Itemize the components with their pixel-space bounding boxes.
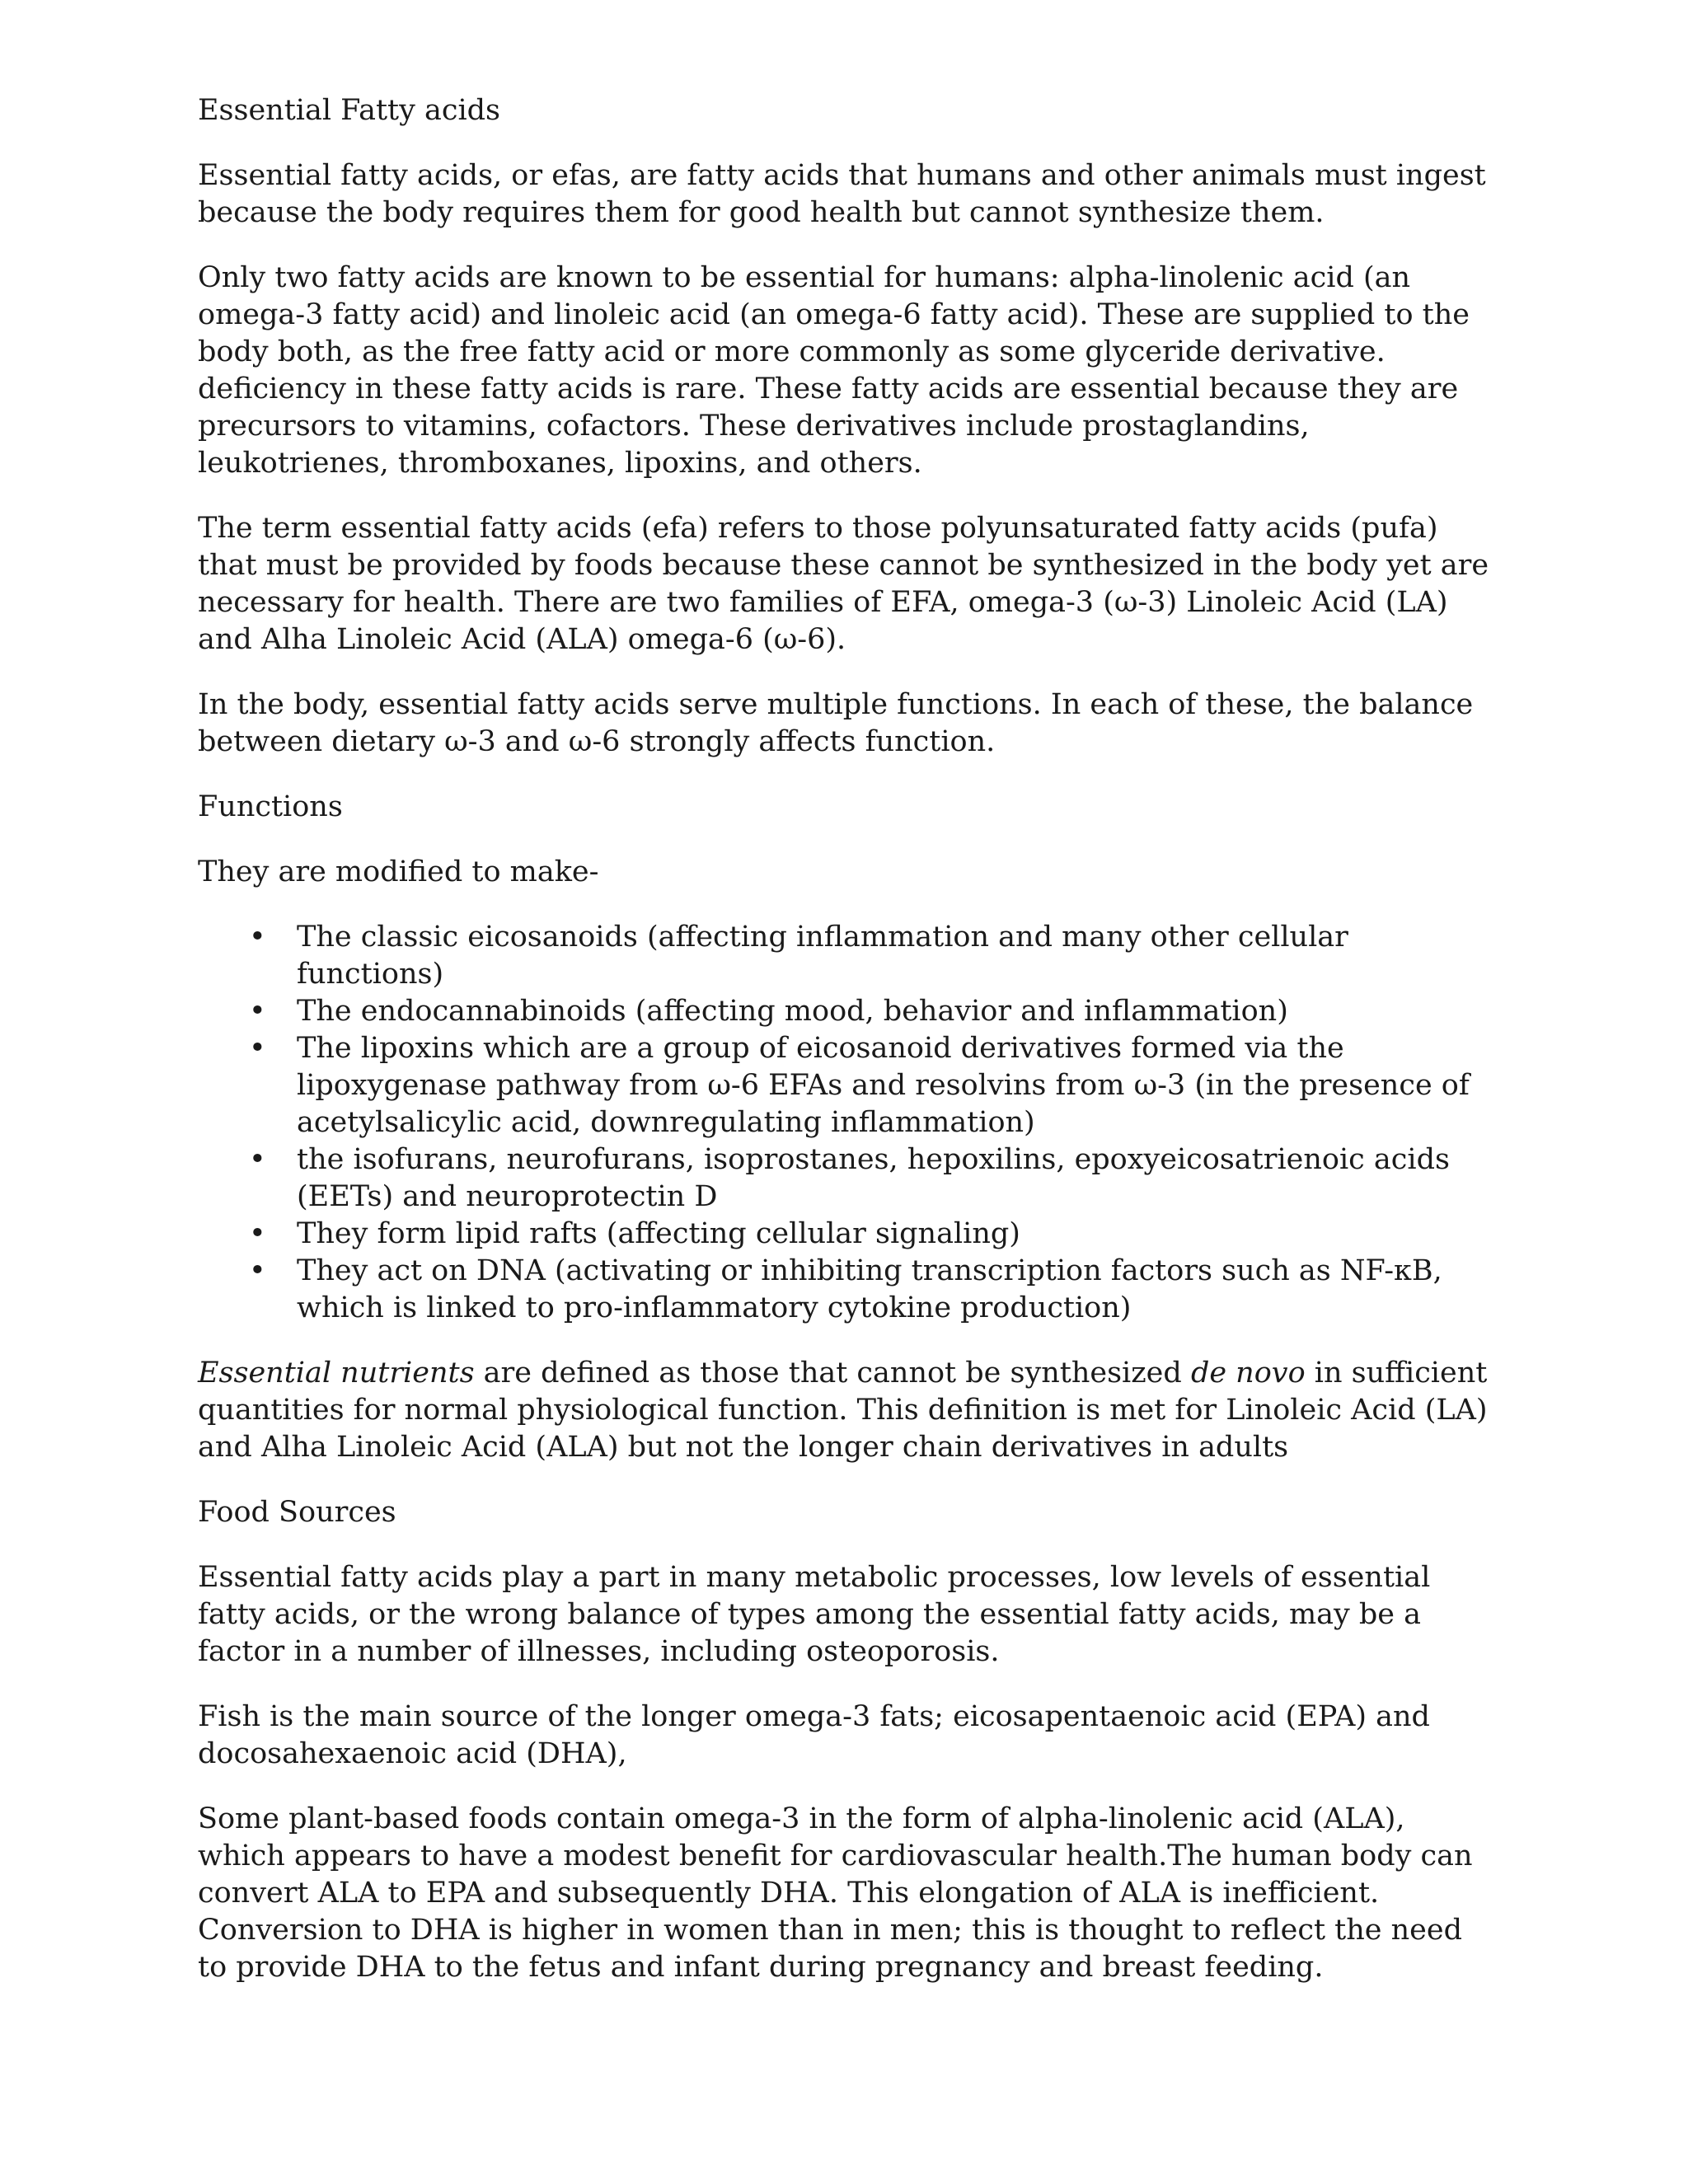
paragraph-metabolic: Essential fatty acids play a part in many metabolic processes, low levels of essential fatty acids, or the wrong balance of types among the essential fatty acids, may be a factor in a number of illnesses, including osteoporosis.	[198, 1561, 1431, 1668]
bullet-icon: •	[249, 1254, 266, 1287]
bullet-icon: •	[249, 995, 266, 1028]
term-de-novo: de novo	[1190, 1357, 1306, 1390]
bullet-icon: •	[249, 1143, 266, 1176]
paragraph-plant-based: Some plant-based foods contain omega-3 in the form of alpha-linolenic acid (ALA), which appears to have a modest benefit for cardiovascular health.The human body can convert ALA to EPA and subsequently DHA. This elongation of ALA is inefficient. Conversion to DHA is higher in women than in men; this is thought to reflect the need to provide DHA to the fetus and infant during pregnancy and breast feeding.	[198, 1802, 1473, 1984]
list-item-text: They act on DNA (activating or inhibiting transcription factors such as NF-κB, which is linked to pro-inflammatory cytokine production)	[297, 1254, 1442, 1324]
essential-nutrients-text-b: in sufficient quantities for normal physiological function. This definition is met for Linoleic Acid (LA) and Alha Linoleic Acid (ALA) but not the longer chain derivatives in adults	[198, 1357, 1488, 1464]
paragraph-definition: Essential fatty acids, or efas, are fatty acids that humans and other animals must ingest because the body requires them for good health but cannot synthesize them.	[198, 159, 1486, 229]
bullet-icon: •	[249, 921, 266, 954]
bullet-icon: •	[249, 1032, 266, 1065]
list-item	[198, 1030, 1500, 1141]
paragraph-efa-term: The term essential fatty acids (efa) refers to those polyunsaturated fatty acids (pufa) that must be provided by foods because these cannot be synthesized in the body yet are necessary for health. There are two families of EFA, omega-3 (ω-3) Linoleic Acid (LA) and Alha Linoleic Acid (ALA) omega-6 (ω-6).	[198, 512, 1489, 656]
section-heading-food-sources: Food Sources	[198, 1496, 396, 1529]
list-item	[198, 1253, 1500, 1327]
bullet-icon: •	[249, 1217, 266, 1250]
functions-intro: They are modified to make-	[198, 855, 599, 888]
document-title: Essential Fatty acids	[198, 94, 501, 127]
document-page	[198, 92, 1500, 2014]
list-item-text: The lipoxins which are a group of eicosanoid derivatives formed via the lipoxygenase pathway from ω-6 EFAs and resolvins from ω-3 (in the presence of acetylsalicylic acid, downregulating inflammation)	[297, 1032, 1470, 1139]
functions-list	[198, 919, 1500, 1327]
list-item-text: They form lipid rafts (affecting cellular signaling)	[297, 1217, 1020, 1250]
essential-nutrients-text-a: are defined as those that cannot be synthesized	[474, 1357, 1191, 1390]
section-heading-functions: Functions	[198, 790, 343, 823]
list-item	[198, 1216, 1500, 1253]
paragraph-essential-nutrients	[198, 1355, 1500, 1466]
list-item-text: the isofurans, neurofurans, isoprostanes, hepoxilins, epoxyeicosatrienoic acids (EETs) and neuroprotectin D	[297, 1143, 1450, 1213]
paragraph-fish: Fish is the main source of the longer omega-3 fats; eicosapentaenoic acid (EPA) and docosahexaenoic acid (DHA),	[198, 1700, 1430, 1770]
paragraph-two-essential-acids: Only two fatty acids are known to be essential for humans: alpha-linolenic acid (an omega-3 fatty acid) and linoleic acid (an omega-6 fatty acid). These are supplied to the body both, as the free fatty acid or more commonly as some glyceride derivative. deficiency in these fatty acids is rare. These fatty acids are essential because they are precursors to vitamins, cofactors. These derivatives include prostaglandins, leukotrienes, thromboxanes, lipoxins, and others.	[198, 261, 1470, 480]
list-item	[198, 919, 1500, 993]
list-item	[198, 993, 1500, 1030]
list-item-text: The endocannabinoids (affecting mood, behavior and inflammation)	[297, 995, 1288, 1028]
list-item-text: The classic eicosanoids (affecting inflammation and many other cellular functions)	[297, 921, 1348, 991]
paragraph-body-functions: In the body, essential fatty acids serve multiple functions. In each of these, the balance between dietary ω-3 and ω-6 strongly affects function.	[198, 688, 1474, 758]
term-essential-nutrients: Essential nutrients	[198, 1357, 475, 1390]
list-item	[198, 1141, 1500, 1216]
